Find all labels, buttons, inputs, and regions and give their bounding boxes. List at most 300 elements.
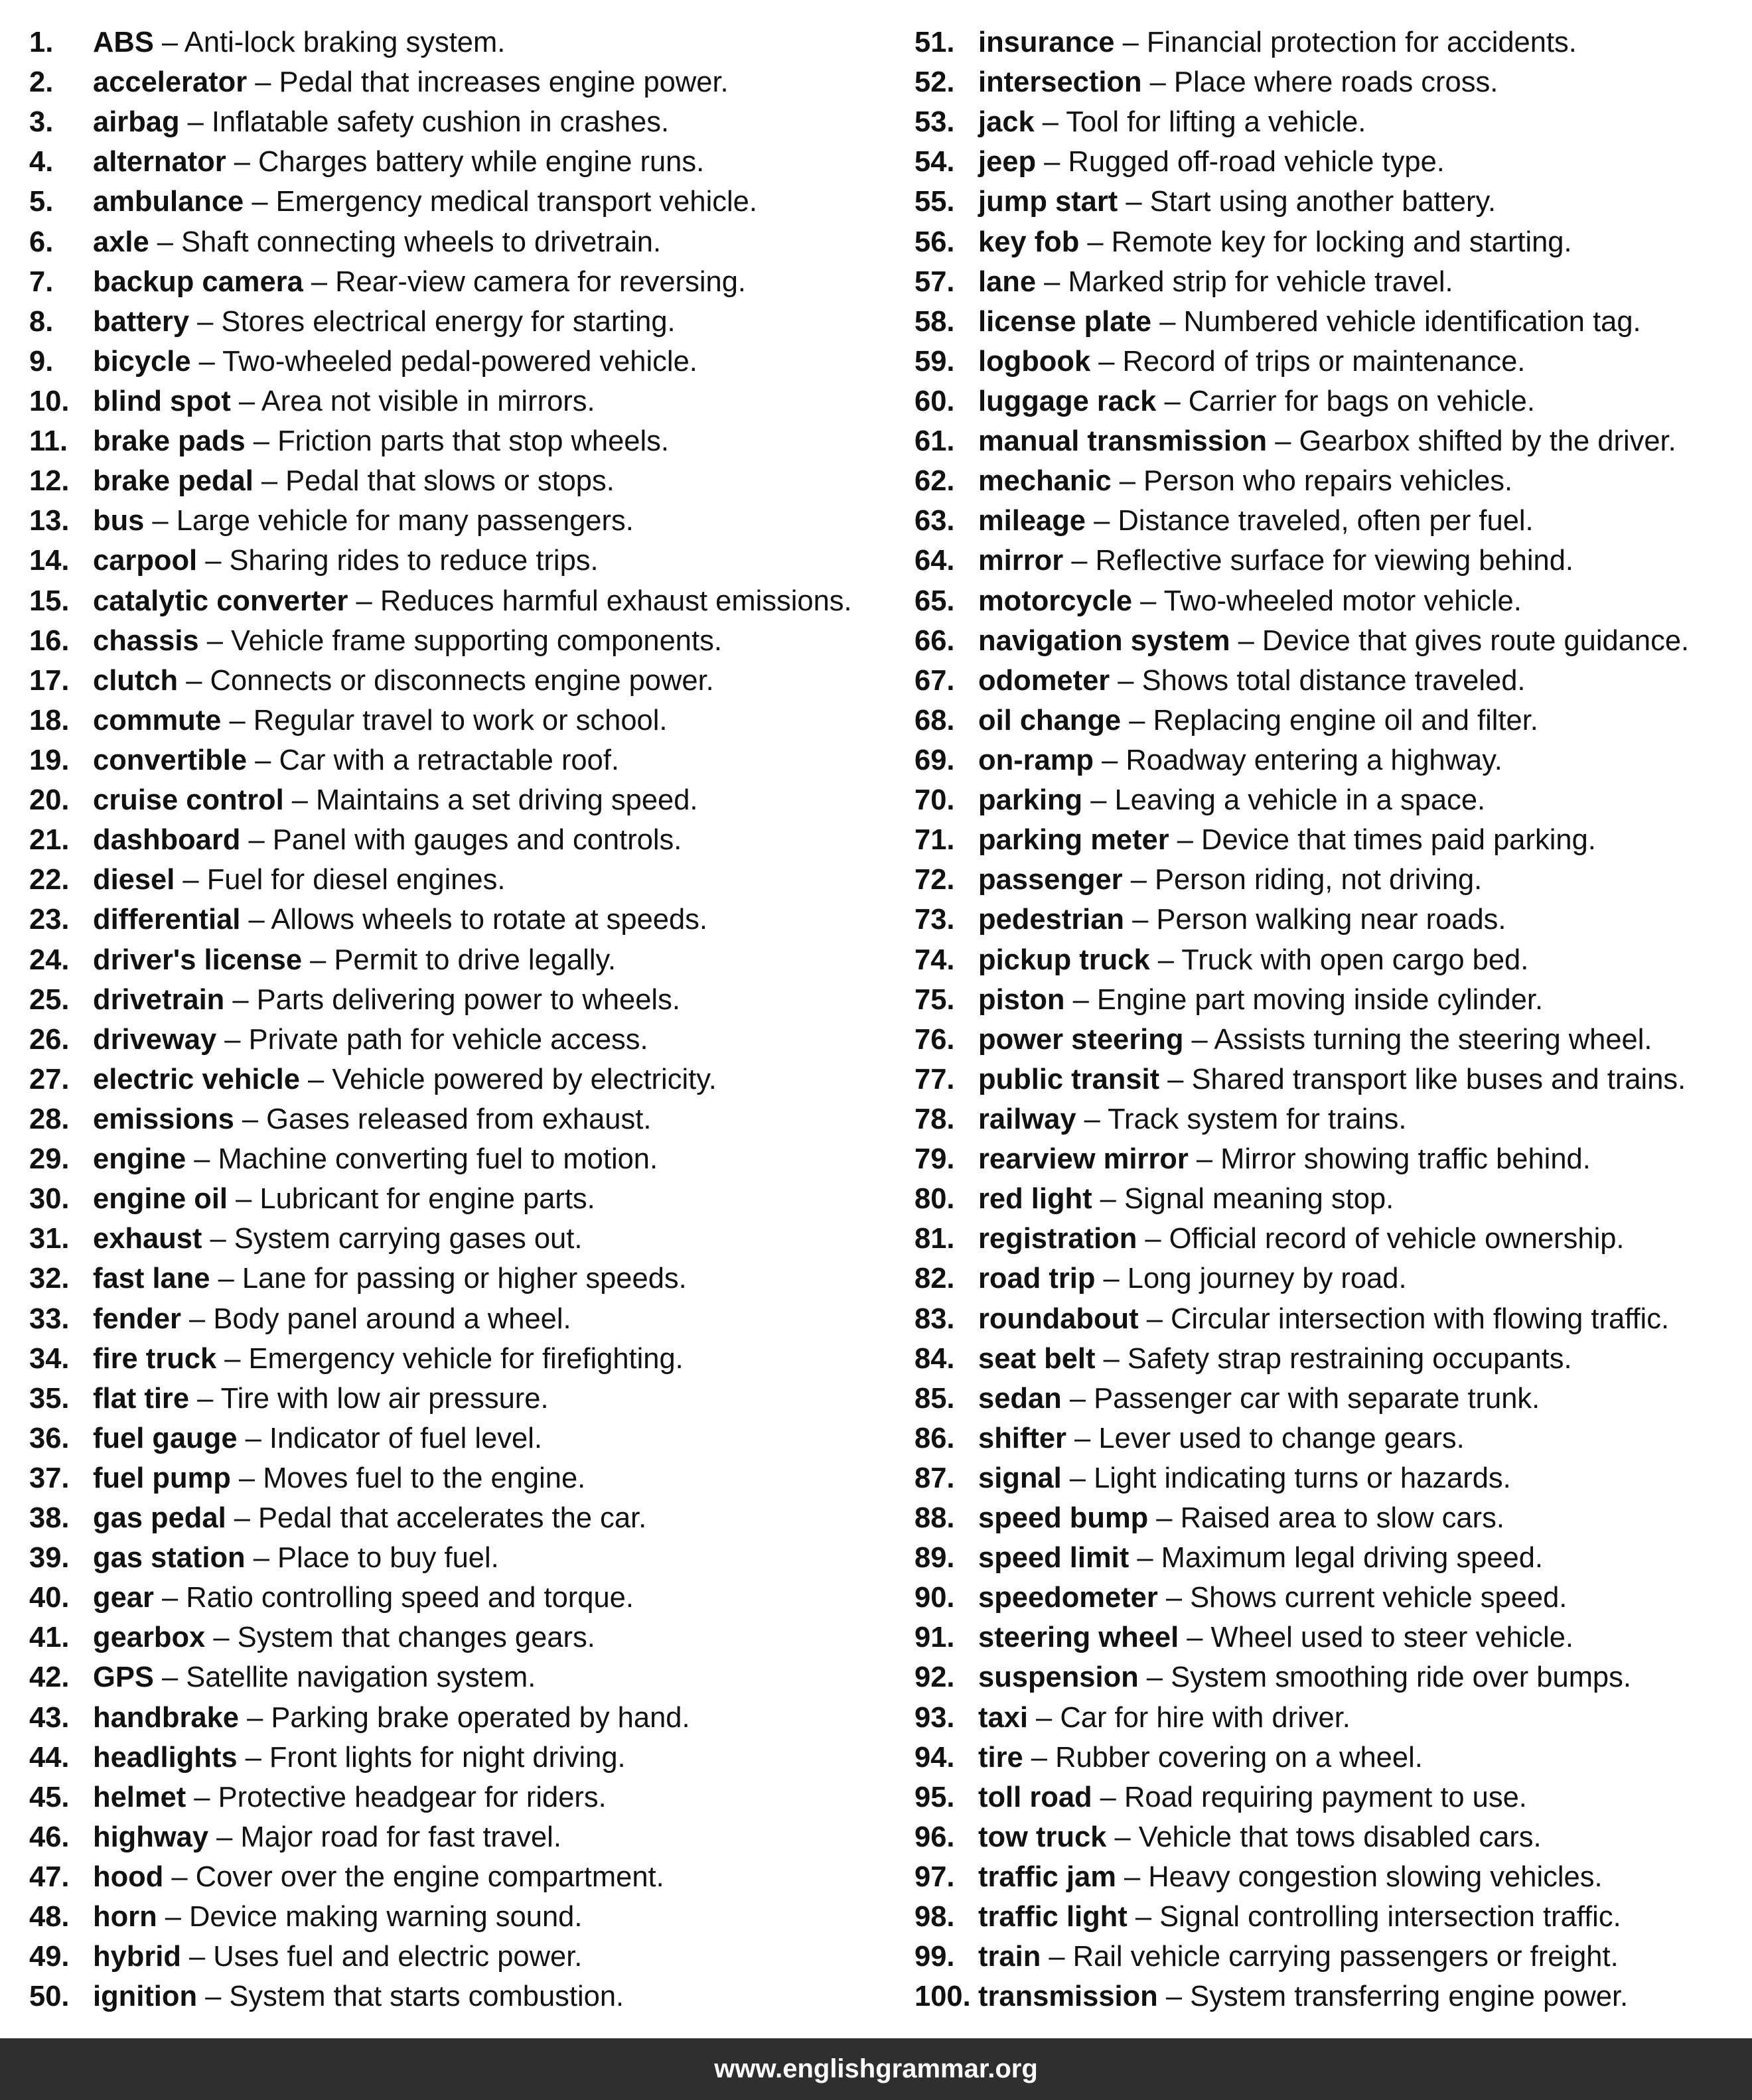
entry-text (978, 102, 1366, 142)
entry-number: 29. (29, 1143, 70, 1176)
vocabulary-entry (29, 1179, 892, 1219)
vocabulary-entry (914, 1857, 1744, 1897)
vocabulary-entry (914, 1657, 1744, 1697)
entry-number: 9. (29, 345, 54, 378)
entry-term: helmet (93, 1781, 186, 1813)
entry-number: 80. (914, 1183, 955, 1216)
entry-text (978, 900, 1506, 940)
vocabulary-entry (29, 1698, 892, 1738)
footer-url[interactable]: www.englishgrammar.org (714, 2054, 1038, 2083)
entry-text (93, 1299, 571, 1339)
entry-definition: – Protective headgear for riders. (186, 1781, 607, 1813)
entry-term: speedometer (978, 1582, 1158, 1614)
entry-text (93, 780, 698, 820)
entry-term: airbag (93, 106, 180, 139)
entry-definition: – Tire with low air pressure. (189, 1382, 549, 1415)
entry-term: signal (978, 1462, 1062, 1494)
entry-text (93, 621, 722, 661)
entry-term: passenger (978, 864, 1123, 896)
entry-definition: – Car with a retractable roof. (247, 744, 619, 776)
entry-definition: – Engine part moving inside cylinder. (1064, 983, 1544, 1016)
entry-number: 31. (29, 1223, 70, 1255)
entry-term: lane (978, 265, 1037, 298)
entry-number: 59. (914, 345, 955, 378)
entry-term: steering wheel (978, 1622, 1179, 1654)
vocabulary-entry (914, 621, 1744, 661)
entry-term: blind spot (93, 385, 231, 417)
entry-definition: – System smoothing ride over bumps. (1138, 1661, 1631, 1694)
entry-term: fast lane (93, 1263, 210, 1295)
entry-term: chassis (93, 624, 199, 657)
vocabulary-entry (29, 501, 892, 541)
entry-text (93, 62, 729, 102)
entry-definition: – Vehicle that tows disabled cars. (1106, 1821, 1542, 1853)
entry-text (93, 102, 669, 142)
entry-text (978, 1857, 1603, 1897)
vocabulary-entry (29, 1817, 892, 1857)
vocabulary-entry (914, 461, 1744, 501)
vocabulary-entry (29, 1498, 892, 1538)
vocabulary-entry (914, 102, 1744, 142)
entry-definition: – Panel with gauges and controls. (240, 824, 682, 857)
vocabulary-entry (914, 1578, 1744, 1618)
entry-number: 54. (914, 146, 955, 178)
entry-text (978, 1060, 1686, 1099)
entry-number: 83. (914, 1302, 955, 1335)
entry-number: 24. (29, 944, 70, 976)
entry-number: 58. (914, 305, 955, 338)
entry-definition: – Official record of vehicle ownership. (1137, 1223, 1625, 1255)
entry-text (93, 1657, 536, 1697)
entry-term: logbook (978, 345, 1091, 378)
entry-number: 49. (29, 1941, 70, 1973)
entry-definition: – Uses fuel and electric power. (181, 1941, 583, 1973)
entry-definition: – Roadway entering a highway. (1094, 744, 1502, 776)
entry-term: pickup truck (978, 944, 1150, 976)
entry-term: manual transmission (978, 425, 1268, 458)
entry-number: 79. (914, 1143, 955, 1176)
entry-definition: – Two-wheeled pedal-powered vehicle. (190, 345, 697, 378)
entry-number: 55. (914, 186, 955, 218)
entry-definition: – Heavy congestion slowing vehicles. (1116, 1861, 1603, 1894)
entry-text (93, 1977, 624, 2016)
entry-number: 93. (914, 1701, 955, 1734)
entry-term: emissions (93, 1103, 234, 1135)
entry-number: 57. (914, 265, 955, 298)
vocabulary-entry (914, 581, 1744, 621)
entry-definition: – Parking brake operated by hand. (239, 1701, 690, 1734)
entry-term: pedestrian (978, 904, 1124, 936)
entry-term: engine oil (93, 1183, 228, 1216)
entry-definition: – Place where roads cross. (1141, 66, 1498, 99)
entry-text (93, 262, 746, 302)
entry-definition: – Remote key for locking and starting. (1079, 226, 1572, 258)
entry-number: 33. (29, 1302, 70, 1335)
entry-text (93, 541, 599, 581)
entry-number: 63. (914, 505, 955, 537)
entry-definition: – Regular travel to work or school. (221, 704, 668, 736)
entry-definition: – Fuel for diesel engines. (175, 864, 506, 896)
entry-number: 67. (914, 664, 955, 697)
vocabulary-entry (914, 1099, 1744, 1139)
vocabulary-entry (914, 980, 1744, 1020)
entry-text (93, 1897, 582, 1937)
entry-number: 26. (29, 1023, 70, 1056)
entry-term: engine (93, 1143, 186, 1176)
entry-number: 69. (914, 744, 955, 776)
vocabulary-entry (914, 1339, 1744, 1379)
vocabulary-entry (914, 1538, 1744, 1578)
entry-text (978, 182, 1496, 222)
vocabulary-entry (29, 1778, 892, 1817)
entry-text (93, 1937, 582, 1977)
entry-definition: – Maximum legal driving speed. (1129, 1542, 1544, 1575)
entry-number: 39. (29, 1542, 70, 1575)
entry-term: backup camera (93, 265, 303, 298)
entry-number: 84. (914, 1342, 955, 1375)
entry-text (978, 661, 1525, 701)
entry-number: 81. (914, 1223, 955, 1255)
entry-term: brake pads (93, 425, 246, 458)
entry-text (978, 1139, 1591, 1179)
entry-text (978, 142, 1445, 182)
entry-number: 30. (29, 1183, 70, 1216)
entry-number: 88. (914, 1502, 955, 1535)
entry-term: red light (978, 1183, 1092, 1216)
entry-number: 41. (29, 1622, 70, 1654)
vocabulary-entry (29, 1060, 892, 1099)
entry-definition: – Shows total distance traveled. (1110, 664, 1526, 697)
entry-text (978, 541, 1573, 581)
entry-number: 61. (914, 425, 955, 458)
entry-text (93, 222, 661, 262)
entry-term: navigation system (978, 624, 1230, 657)
entry-text (978, 222, 1572, 262)
entry-definition: – Person walking near roads. (1124, 904, 1506, 936)
entry-text (93, 581, 852, 621)
entry-text (978, 980, 1543, 1020)
entry-term: convertible (93, 744, 248, 776)
entry-text (978, 1458, 1511, 1498)
vocabulary-entry (914, 262, 1744, 302)
entry-number: 62. (914, 465, 955, 498)
entry-number: 2. (29, 66, 54, 99)
entry-term: alternator (93, 146, 226, 178)
vocabulary-entry (914, 1618, 1744, 1657)
entry-text (93, 1219, 582, 1259)
vocabulary-entry (914, 1977, 1744, 2016)
vocabulary-entry (914, 860, 1744, 900)
entry-term: insurance (978, 27, 1115, 58)
entry-term: license plate (978, 305, 1152, 338)
entry-number: 75. (914, 983, 955, 1016)
entry-term: speed bump (978, 1502, 1149, 1535)
entry-definition: – Light indicating turns or hazards. (1061, 1462, 1511, 1494)
entry-definition: – Rubber covering on a wheel. (1023, 1741, 1423, 1774)
entry-number: 65. (914, 585, 955, 617)
entry-definition: – Emergency vehicle for firefighting. (216, 1342, 684, 1375)
entry-text (978, 820, 1596, 860)
entry-definition: – Major road for fast travel. (208, 1821, 561, 1853)
entry-number: 44. (29, 1741, 70, 1774)
entry-definition: – Large vehicle for many passengers. (144, 505, 634, 537)
entry-term: commute (93, 704, 222, 736)
entry-term: intersection (978, 66, 1142, 99)
entry-text (93, 1020, 648, 1060)
entry-number: 23. (29, 904, 70, 936)
entry-number: 48. (29, 1901, 70, 1933)
entry-definition: – Friction parts that stop wheels. (245, 425, 669, 458)
entry-term: motorcycle (978, 585, 1133, 617)
entry-definition: – Stores electrical energy for starting. (189, 305, 676, 338)
entry-definition: – System transferring engine power. (1157, 1981, 1629, 2013)
entry-term: power steering (978, 1023, 1184, 1056)
entry-number: 16. (29, 624, 70, 657)
entry-text (978, 1419, 1465, 1458)
entry-number: 92. (914, 1661, 955, 1694)
entry-definition: – Shaft connecting wheels to drivetrain. (149, 226, 662, 258)
entry-term: roundabout (978, 1302, 1139, 1335)
entry-term: piston (978, 983, 1065, 1016)
vocabulary-entry (29, 860, 892, 900)
entry-term: GPS (93, 1661, 154, 1694)
entry-term: jump start (978, 186, 1118, 218)
vocabulary-entry (914, 1259, 1744, 1298)
entry-term: taxi (978, 1701, 1028, 1734)
entry-text (93, 501, 634, 541)
vocabulary-entry (914, 1219, 1744, 1259)
entry-definition: – Device that gives route guidance. (1230, 624, 1690, 657)
entry-term: speed limit (978, 1542, 1130, 1575)
entry-definition: – Wheel used to steer vehicle. (1179, 1622, 1573, 1654)
entry-definition: – Marked strip for vehicle travel. (1036, 265, 1453, 298)
entry-text (978, 1937, 1619, 1977)
entry-text (93, 1618, 595, 1657)
entry-text (978, 1179, 1394, 1219)
entry-text (93, 302, 676, 342)
entry-text (93, 23, 505, 62)
entry-definition: – Sharing rides to reduce trips. (197, 545, 599, 577)
entry-number: 18. (29, 704, 70, 736)
entry-number: 78. (914, 1103, 955, 1135)
vocabulary-entry (914, 1897, 1744, 1937)
vocabulary-entry (914, 940, 1744, 980)
entry-term: public transit (978, 1063, 1160, 1095)
entry-number: 36. (29, 1422, 70, 1454)
entry-number: 53. (914, 106, 955, 139)
entry-text (978, 1977, 1628, 2016)
entry-text (978, 23, 1577, 62)
entry-text (978, 1498, 1504, 1538)
entry-definition: – Person who repairs vehicles. (1111, 465, 1513, 498)
entry-number: 50. (29, 1981, 70, 2013)
entry-number: 95. (914, 1781, 955, 1813)
entry-text (93, 1060, 717, 1099)
entry-text (93, 1817, 561, 1857)
entry-term: dashboard (93, 824, 241, 857)
entry-text (978, 701, 1538, 740)
entry-text (978, 62, 1498, 102)
entry-definition: – Safety strap restraining occupants. (1095, 1342, 1572, 1375)
entry-text (93, 1419, 542, 1458)
entry-number: 46. (29, 1821, 70, 1853)
entry-text (978, 1738, 1423, 1778)
vocabulary-entry (914, 421, 1744, 461)
entry-term: gear (93, 1582, 154, 1614)
entry-number: 52. (914, 66, 955, 99)
entry-term: sedan (978, 1382, 1062, 1415)
vocabulary-entry (914, 1139, 1744, 1179)
entry-number: 7. (29, 265, 54, 298)
entry-number: 25. (29, 983, 70, 1016)
entry-text (978, 302, 1641, 342)
entry-definition: – Leaving a vehicle in a space. (1082, 784, 1486, 817)
vocabulary-entry (914, 1419, 1744, 1458)
entry-number: 37. (29, 1462, 70, 1494)
entry-definition: – Gearbox shifted by the driver. (1267, 425, 1676, 458)
entry-number: 6. (29, 226, 54, 258)
entry-number: 51. (914, 27, 955, 58)
entry-definition: – Pedal that accelerates the car. (226, 1502, 647, 1535)
entry-definition: – Reflective surface for viewing behind. (1063, 545, 1574, 577)
entry-definition: – Pedal that slows or stops. (253, 465, 615, 498)
entry-text (93, 382, 595, 421)
entry-definition: – Charges battery while engine runs. (226, 146, 705, 178)
vocabulary-entry (29, 1618, 892, 1657)
entry-text (93, 820, 682, 860)
vocabulary-entry (914, 1179, 1744, 1219)
vocabulary-entry (29, 1738, 892, 1778)
entry-number: 76. (914, 1023, 955, 1056)
entry-term: drivetrain (93, 983, 225, 1016)
entry-definition: – Lever used to change gears. (1066, 1422, 1465, 1454)
vocabulary-entry (29, 1099, 892, 1139)
entry-definition: – Signal controlling intersection traffic. (1127, 1901, 1621, 1933)
entry-term: seat belt (978, 1342, 1096, 1375)
entry-number: 73. (914, 904, 955, 936)
entry-text (93, 1339, 684, 1379)
entry-number: 96. (914, 1821, 955, 1853)
entry-definition: – System carrying gases out. (202, 1223, 583, 1255)
entry-number: 38. (29, 1502, 70, 1535)
entry-text (978, 740, 1502, 780)
entry-text (93, 940, 616, 980)
entry-definition: – Lane for passing or higher speeds. (210, 1263, 687, 1295)
entry-term: mirror (978, 545, 1064, 577)
vocabulary-list-left (29, 23, 892, 2016)
entry-text (93, 1379, 549, 1419)
entry-text (93, 1498, 646, 1538)
entry-definition: – Long journey by road. (1095, 1263, 1407, 1295)
vocabulary-entry (29, 940, 892, 980)
entry-text (978, 382, 1535, 421)
entry-definition: – Start using another battery. (1118, 186, 1497, 218)
entry-definition: – Track system for trains. (1076, 1103, 1407, 1135)
entry-term: road trip (978, 1263, 1096, 1295)
entry-definition: – Vehicle frame supporting components. (198, 624, 722, 657)
entry-number: 17. (29, 664, 70, 697)
entry-text (978, 421, 1676, 461)
vocabulary-entry (914, 541, 1744, 581)
entry-term: mileage (978, 505, 1086, 537)
entry-text (93, 1738, 626, 1778)
entry-definition: – Parts delivering power to wheels. (224, 983, 680, 1016)
entry-definition: – Two-wheeled motor vehicle. (1132, 585, 1522, 617)
entry-definition: – Raised area to slow cars. (1148, 1502, 1504, 1535)
vocabulary-entry (29, 102, 892, 142)
entry-number: 70. (914, 784, 955, 817)
entry-number: 4. (29, 146, 54, 178)
entry-text (978, 581, 1522, 621)
entry-number: 32. (29, 1263, 70, 1295)
entry-number: 15. (29, 585, 70, 617)
entry-definition: – Anti-lock braking system. (153, 27, 506, 58)
vocabulary-entry (914, 302, 1744, 342)
entry-text (978, 1817, 1542, 1857)
entry-term: driveway (93, 1023, 217, 1056)
entry-text (978, 501, 1534, 541)
entry-term: toll road (978, 1781, 1092, 1813)
entry-definition: – Gases released from exhaust. (234, 1103, 652, 1135)
vocabulary-entry (914, 701, 1744, 740)
entry-term: differential (93, 904, 241, 936)
entry-definition: – Lubricant for engine parts. (228, 1183, 595, 1216)
vocabulary-entry (29, 1977, 892, 2016)
entry-text (978, 1698, 1350, 1738)
vocabulary-entry (914, 1738, 1744, 1778)
entry-text (93, 342, 697, 382)
entry-term: diesel (93, 864, 175, 896)
entry-number: 28. (29, 1103, 70, 1135)
entry-term: hybrid (93, 1941, 181, 1973)
vocabulary-entry (29, 1419, 892, 1458)
entry-number: 77. (914, 1063, 955, 1095)
vocabulary-entry (29, 421, 892, 461)
entry-definition: – Financial protection for accidents. (1114, 27, 1577, 58)
entry-definition: – Car for hire with driver. (1027, 1701, 1350, 1734)
entry-text (978, 1020, 1652, 1060)
entry-number: 13. (29, 505, 70, 537)
entry-definition: – Ratio controlling speed and torque. (153, 1582, 634, 1614)
entry-term: bus (93, 505, 145, 537)
entry-definition: – Pedal that increases engine power. (247, 66, 729, 99)
vocabulary-entry (914, 1020, 1744, 1060)
entry-term: key fob (978, 226, 1080, 258)
vocabulary-entry (29, 1339, 892, 1379)
vocabulary-entry (29, 701, 892, 740)
entry-definition: – Maintains a set driving speed. (283, 784, 698, 817)
entry-term: tire (978, 1741, 1023, 1774)
entry-term: accelerator (93, 66, 248, 99)
vocabulary-entry (29, 1578, 892, 1618)
entry-number: 3. (29, 106, 54, 139)
entry-number: 22. (29, 864, 70, 896)
entry-term: parking (978, 784, 1083, 817)
entry-text (978, 342, 1525, 382)
entry-definition: – Road requiring payment to use. (1092, 1781, 1527, 1813)
entry-number: 35. (29, 1382, 70, 1415)
entry-term: bicycle (93, 345, 191, 378)
entry-text (978, 780, 1485, 820)
entry-number: 27. (29, 1063, 70, 1095)
entry-text (93, 740, 619, 780)
vocabulary-entry (29, 581, 892, 621)
entry-number: 82. (914, 1263, 955, 1295)
entry-definition: – Private path for vehicle access. (216, 1023, 648, 1056)
vocabulary-entry (29, 382, 892, 421)
entry-term: clutch (93, 664, 179, 697)
entry-term: registration (978, 1223, 1137, 1255)
